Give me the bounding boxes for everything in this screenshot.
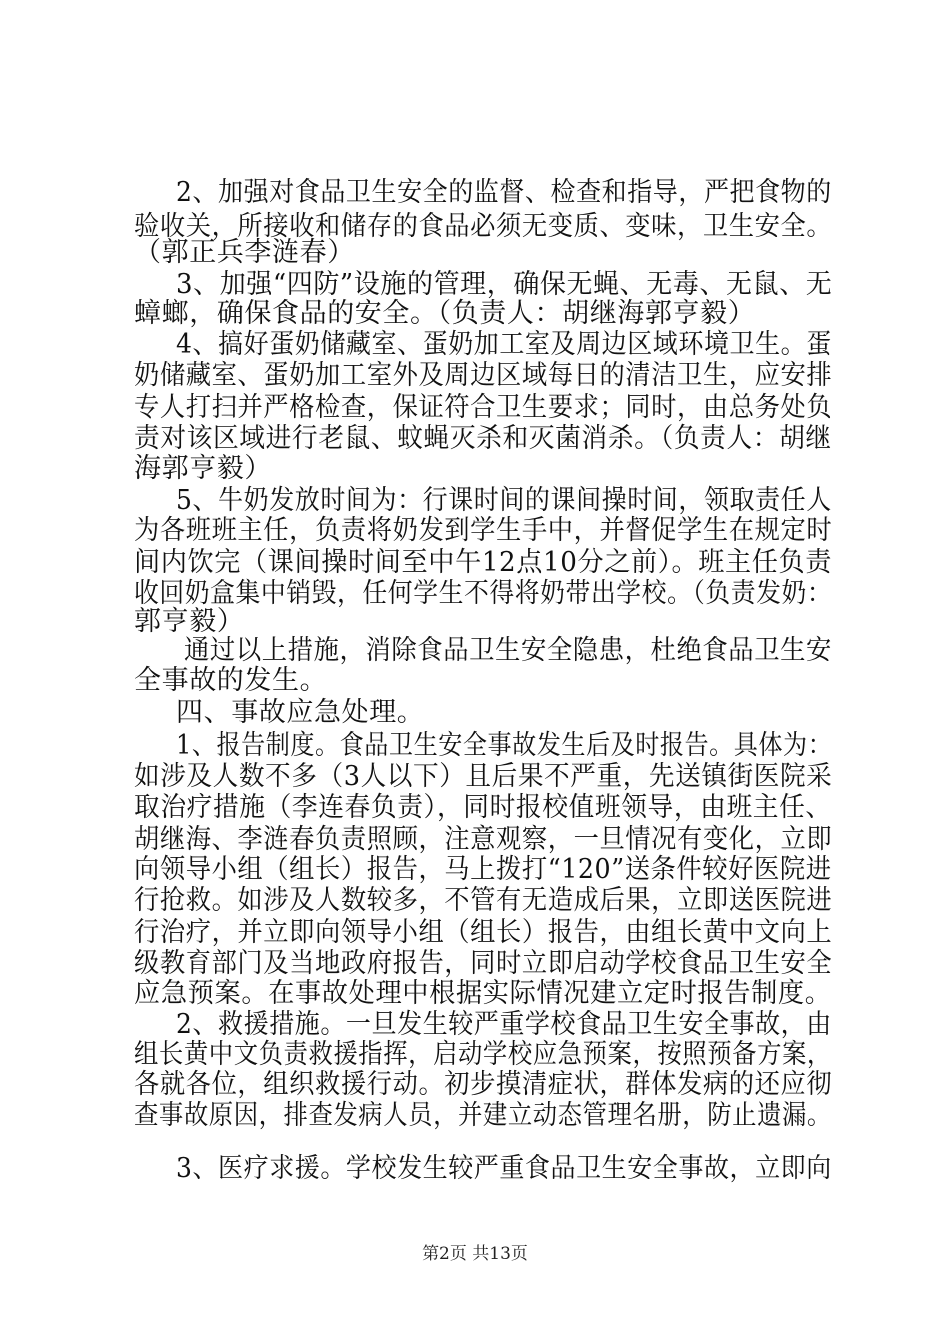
paragraph-line: 取治疗措施（李连春负责），同时报校值班领导，由班主任、 <box>134 792 832 823</box>
page-number-footer: 第2页 共13页 <box>422 1244 528 1264</box>
paragraph-line: 验收关，所接收和储存的食品必须无变质、变味，卫生安全。 <box>134 211 833 242</box>
paragraph-line: 3、医疗求援。学校发生较严重食品卫生安全事故，立即向 <box>176 1153 832 1184</box>
paragraph-line: 各就各位，组织救援行动。初步摸清症状，群体发病的还应彻 <box>134 1069 833 1100</box>
paragraph-line: 全事故的发生。 <box>134 665 328 696</box>
paragraph-line: 通过以上措施，消除食品卫生安全隐患，杜绝食品卫生安 <box>184 635 832 666</box>
section-heading: 四、事故应急处理。 <box>176 697 425 728</box>
paragraph-line: 2、救援措施。一旦发生较严重学校食品卫生安全事故，由 <box>176 1009 832 1040</box>
paragraph-line: 间内饮完（课间操时间至中午12点10分之前）。班主任负责 <box>134 547 832 578</box>
paragraph-line: 胡继海、李涟春负责照顾，注意观察，一旦情况有变化，立即 <box>134 824 833 855</box>
paragraph-line: 组长黄中文负责救援指挥，启动学校应急预案，按照预备方案， <box>134 1039 832 1070</box>
paragraph-line: 海郭亨毅） <box>134 453 272 484</box>
paragraph-line: 奶储藏室、蛋奶加工室外及周边区域每日的清洁卫生，应安排 <box>134 360 833 391</box>
paragraph-line: 蟑螂，确保食品的安全。（负责人：胡继海郭亨毅） <box>134 298 756 329</box>
paragraph-line: 查事故原因，排查发病人员，并建立动态管理名册，防止遗漏。 <box>134 1100 832 1131</box>
paragraph-line: 级教育部门及当地政府报告，同时立即启动学校食品卫生安全 <box>134 948 833 979</box>
paragraph-line: 2、加强对食品卫生安全的监督、检查和指导，严把食物的 <box>176 177 832 208</box>
paragraph-line: 行抢救。如涉及人数较多，不管有无造成后果，立即送医院进 <box>134 885 833 916</box>
paragraph-line: 郭亨毅） <box>134 606 245 637</box>
paragraph-line: 向领导小组（组长）报告，马上拨打“120”送条件较好医院进 <box>134 854 832 885</box>
paragraph-line: 1、报告制度。食品卫生安全事故发生后及时报告。具体为： <box>176 730 833 761</box>
paragraph-line: 4、搞好蛋奶储藏室、蛋奶加工室及周边区域环境卫生。蛋 <box>176 329 832 360</box>
paragraph-line: 应急预案。在事故处理中根据实际情况建立定时报告制度。 <box>134 978 832 1009</box>
paragraph-line: 专人打扫并严格检查，保证符合卫生要求；同时，由总务处负 <box>134 392 833 423</box>
paragraph-line: 3、加强“四防”设施的管理，确保无蝇、无毒、无鼠、无 <box>176 269 833 300</box>
paragraph-line: 如涉及人数不多（3人以下）且后果不严重，先送镇街医院采 <box>134 761 833 792</box>
paragraph-line: 5、牛奶发放时间为：行课时间的课间操时间，领取责任人 <box>176 485 832 516</box>
paragraph-line: 责对该区域进行老鼠、蚊蝇灭杀和灭菌消杀。（负责人：胡继 <box>134 423 832 454</box>
paragraph-line: 行治疗，并立即向领导小组（组长）报告，由组长黄中文向上 <box>134 917 833 948</box>
paragraph-line: 为各班班主任，负责将奶发到学生手中，并督促学生在规定时 <box>134 515 833 546</box>
paragraph-line: （郭正兵李涟春） <box>134 237 355 268</box>
paragraph-line: 收回奶盒集中销毁，任何学生不得将奶带出学校。（负责发奶： <box>134 578 833 609</box>
